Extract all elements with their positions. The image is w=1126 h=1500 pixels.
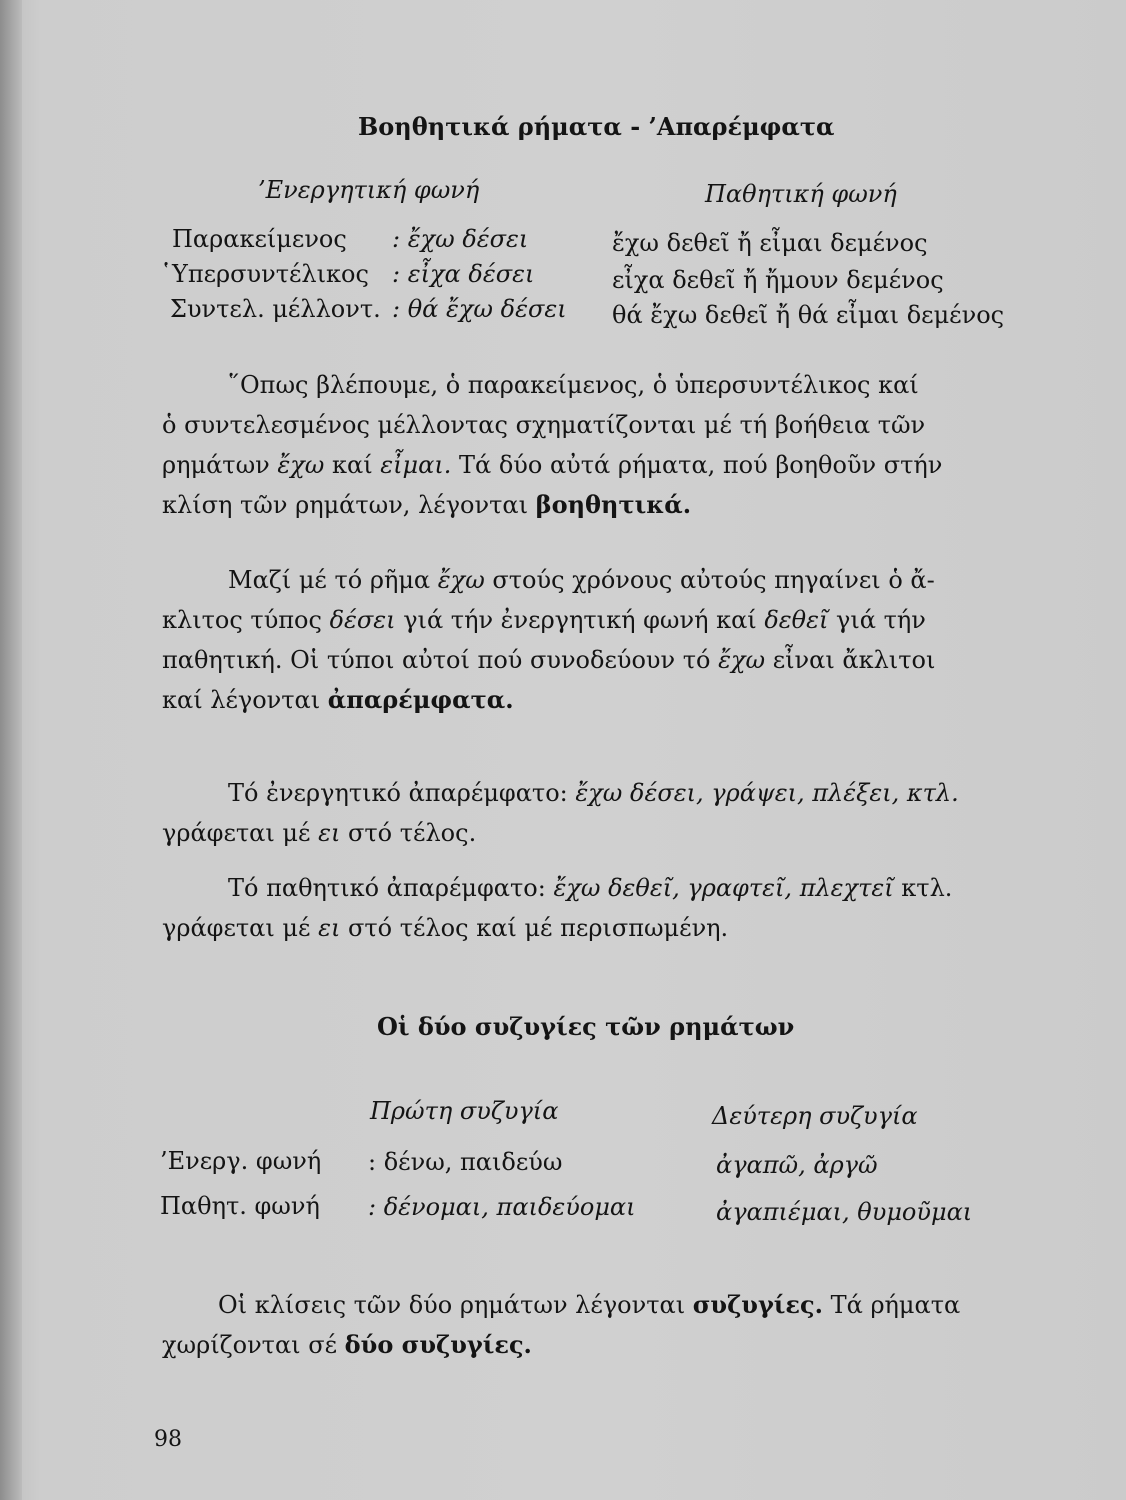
tense-label: Παρακείμενος [172,225,347,253]
text: κτλ. [893,874,953,902]
text: παθητική. Οἱ τύποι αὐτοί πού συνοδεύουν τό [162,646,719,674]
emphasis: δεθεῖ [764,606,829,634]
page-spine-shadow [0,0,22,1500]
emphasis: ἔχω [718,646,766,674]
text: Τά δύο αὐτά ρήματα, πού βοηθοῦν στήν [451,451,943,479]
passive-form: ἔχω δεθεῖ ἤ εἶμαι δεμένος [612,229,928,257]
term-auxiliary: βοηθητικά. [535,490,692,519]
paragraph-auxiliary-explanation [162,365,1004,525]
voice-label: ’Ενεργ. φωνή [160,1147,322,1175]
section-title-conjugations: Οἱ δύο συζυγίες τῶν ρημάτων [377,1012,795,1041]
term-infinitives: ἀπαρέμφατα. [327,685,514,714]
section-title-auxiliary-verbs: Βοηθητικά ρήματα - ’Απαρέμφατα [358,112,835,141]
text: χωρίζονται σέ [162,1331,345,1359]
text: εἶναι ἄκλιτοι [765,646,936,674]
text: Τό παθητικό ἀπαρέμφατο: [228,874,554,902]
text: καί λέγονται [162,686,328,714]
text: Τά ρήματα [822,1291,961,1319]
column-header-active-voice: ’Ενεργητική φωνή [258,176,480,204]
text: ρημάτων [162,451,278,479]
tense-label: ῾Υπερσυντέλικος [160,260,369,288]
text: γιά τήν ἐνεργητική φωνή καί [395,606,765,634]
text: Μαζί μέ τό ρῆμα [228,566,438,594]
term-conjugations: συζυγίες. [692,1290,823,1319]
text: κλιτος τύπος [162,606,330,634]
paragraph-conjugations-summary [162,1285,1004,1365]
tense-label: Συντελ. μέλλοντ. [170,295,381,323]
term-two-conjugations: δύο συζυγίες. [344,1330,532,1359]
emphasis: ει [318,914,341,942]
emphasis: δέσει [329,606,396,634]
active-form: : θά ἔχω δέσει [392,295,567,323]
text: Τό ἐνεργητικό ἀπαρέμφατο: [228,779,576,807]
text: γράφεται μέ [162,819,319,847]
column-header-first-conjugation: Πρώτη συζυγία [370,1097,559,1125]
paragraph-infinitive-explanation [162,560,1004,720]
second-conjugation-form: ἀγαπῶ, ἀργῶ [716,1151,878,1179]
text: γιά τήν [828,606,926,634]
text: γράφεται μέ [162,914,319,942]
column-header-second-conjugation: Δεύτερη συζυγία [712,1102,918,1130]
paragraph-active-infinitive [162,773,1004,853]
text: καί [324,451,381,479]
emphasis: ἔχω [437,566,485,594]
emphasis: ει [318,819,341,847]
text: ῞Οπως βλέπουμε, ὁ παρακείμενος, ὁ ὑπερσυντέλικος καί [228,371,919,399]
voice-label: Παθητ. φωνή [160,1192,320,1220]
passive-form: εἶχα δεθεῖ ἤ ἤμουν δεμένος [612,266,944,294]
text: ὁ συντελεσμένος μέλλοντας σχηματίζονται μέ τή βοήθεια τῶν [162,411,926,439]
emphasis: ἔχω [277,451,325,479]
page-number: 98 [154,1427,182,1452]
first-conjugation-form: : δένω, παιδεύω [368,1148,563,1176]
text: στό τέλος. [340,819,477,847]
paragraph-passive-infinitive [162,868,1004,948]
text: στούς χρόνους αὐτούς πηγαίνει ὁ ἄ- [484,566,935,594]
text: Οἱ κλίσεις τῶν δύο ρημάτων λέγονται [218,1291,693,1319]
column-header-passive-voice: Παθητική φωνή [705,180,897,208]
text: κλίση τῶν ρημάτων, λέγονται [162,491,536,519]
emphasis: ἔχω δεθεῖ, γραφτεῖ, πλεχτεῖ [553,874,894,902]
passive-form: θά ἔχω δεθεῖ ἤ θά εἶμαι δεμένος [612,301,1005,329]
active-form: : εἶχα δέσει [392,260,535,288]
emphasis: εἶμαι. [380,451,452,479]
emphasis: ἔχω δέσει, γράψει, πλέξει, κτλ. [575,779,959,807]
text: στό τέλος καί μέ περισπωμένη. [340,914,729,942]
first-conjugation-form: : δένομαι, παιδεύομαι [368,1193,636,1221]
active-form: : ἔχω δέσει [392,225,529,253]
second-conjugation-form: ἀγαπιέμαι, θυμοῦμαι [716,1198,973,1226]
